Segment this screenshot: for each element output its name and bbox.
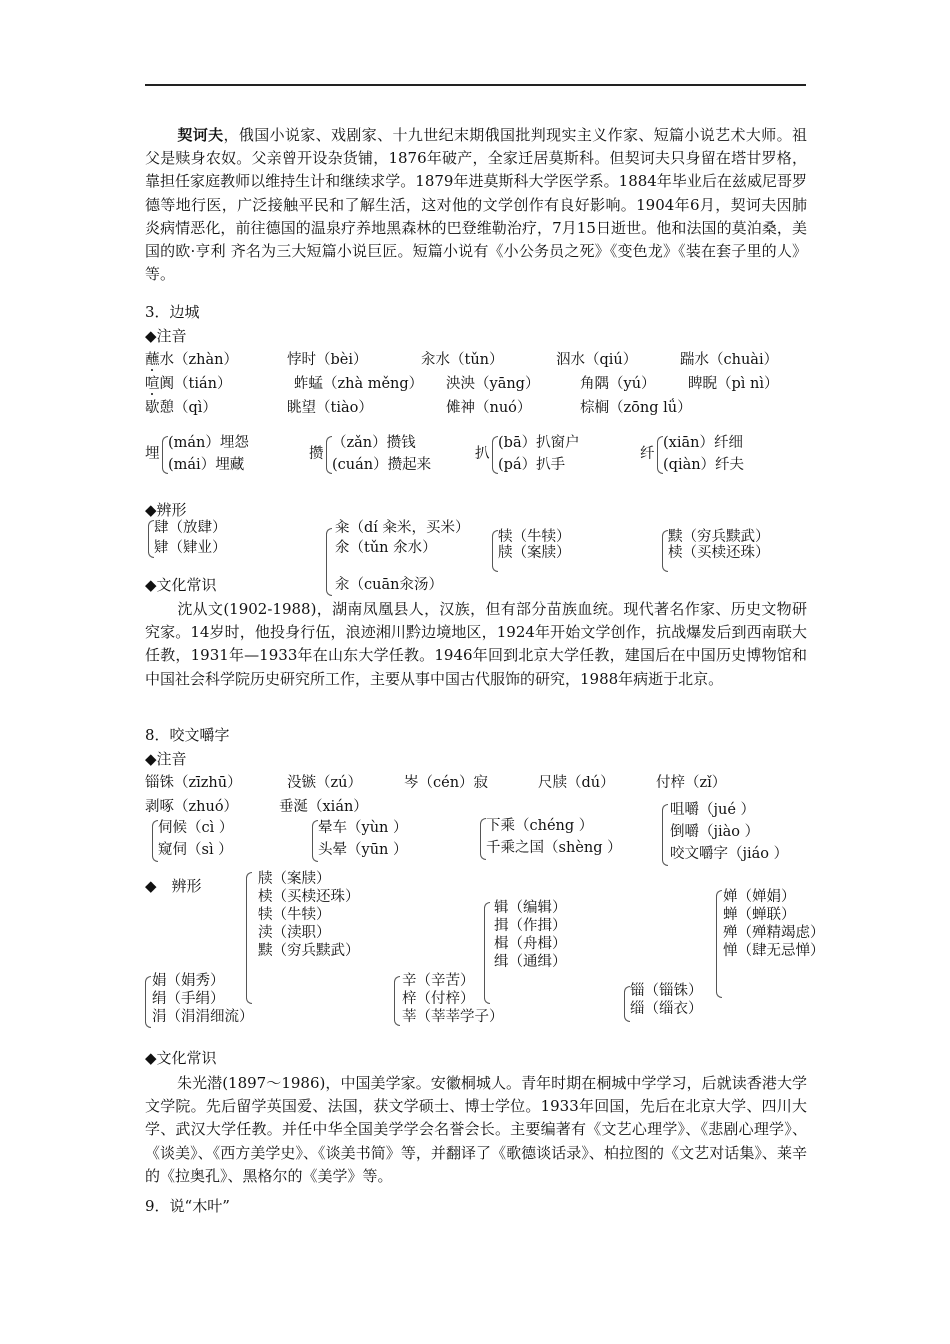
s3-pron-item: 悖时（bèi） xyxy=(287,352,368,368)
s3-pron-item: 角隅（yú） xyxy=(580,376,656,392)
s3-pron-item: 睥睨（pì nì） xyxy=(688,376,779,392)
header-rule xyxy=(145,84,806,86)
s8-poly: 倒嚼（jiào ） xyxy=(670,824,760,840)
shape-item: 犊（牛犊） xyxy=(498,529,571,545)
shape-group: 辛（辛苦） 梓（付梓） 莘（莘莘学子） xyxy=(402,973,504,1025)
s3-pron-item: 泅水（qiú） xyxy=(556,352,638,368)
s8-pron-item: 付梓（zǐ） xyxy=(656,775,727,791)
shape-group: 辑（编辑） 揖（作揖） 楫（舟楫） 缉（通缉） xyxy=(494,900,567,970)
s3-culture-heading: ◆文化常识 xyxy=(145,576,217,594)
poly-char: 攒 xyxy=(309,446,324,462)
s8-poly: 咀嚼（jué ） xyxy=(670,802,756,818)
s8-pron-item: 锱铢（zīzhū） xyxy=(145,775,242,791)
s3-pron-item: 踹水（chuài） xyxy=(680,352,779,368)
s8-shape-heading: ◆ 辨形 xyxy=(145,877,202,895)
section-8-title: 8．咬文嚼字 xyxy=(145,726,230,744)
shape-item: 氽（tǔn 氽水） xyxy=(335,540,437,556)
poly-reading: (xiān）纤细 xyxy=(663,435,743,451)
s3-pron-item: 喧阗（tián） xyxy=(145,376,232,392)
s3-pron-item: 蚱蜢（zhà měng） xyxy=(294,376,424,392)
shape-item: 牍（案牍） xyxy=(498,545,571,561)
s8-poly: 伺候（cì ） xyxy=(158,820,234,836)
s8-culture-heading: ◆文化常识 xyxy=(145,1049,217,1067)
s3-pron-item: 傩神（nuó） xyxy=(446,400,532,416)
s3-pron-item: 蘸水（zhàn） xyxy=(145,352,238,368)
poly-char: 扒 xyxy=(475,446,490,462)
poly-reading: (mái）埋藏 xyxy=(168,457,245,473)
s3-pron-item: 棕榈（zōng lǘ） xyxy=(580,400,692,416)
s3-pron-item: 歇憩（qì） xyxy=(145,400,217,416)
shape-item: 椟（买椟还珠） xyxy=(668,545,770,561)
brace xyxy=(662,804,668,866)
section-3-title: 3．边城 xyxy=(145,303,200,321)
s8-poly: 晕车（yùn ） xyxy=(318,820,408,836)
s8-pron-item: 剥啄（zhuó） xyxy=(145,799,239,815)
s3-pron-item: 汆水（tǔn） xyxy=(421,352,504,368)
shape-item: 汆（cuān汆汤） xyxy=(335,577,443,593)
chekhov-paragraph xyxy=(145,124,807,286)
s8-poly: 头晕（yūn ） xyxy=(318,842,408,858)
chekhov-name: 契诃夫 xyxy=(177,126,224,144)
s8-poly: 窥伺（sì ） xyxy=(158,842,233,858)
shape-group: 婵（婵娟） 蝉（蝉联） 殚（殚精竭虑） 惮（肆无忌惮） xyxy=(723,889,825,959)
poly-char: 埋 xyxy=(145,446,160,462)
s8-pron-heading: ◆注音 xyxy=(145,750,187,768)
s8-pron-item: 没镞（zú） xyxy=(287,775,362,791)
s3-pron-item: 泱泱（yāng） xyxy=(446,376,540,392)
s8-poly: 下乘（chéng ） xyxy=(486,818,594,834)
poly-reading: (qiàn）纤夫 xyxy=(663,457,745,473)
s8-pron-item: 岑（cén）寂 xyxy=(404,775,489,791)
shape-group: 牍（案牍） 椟（买椟还珠） 犊（牛犊） 渎（渎职） 黩（穷兵黩武） xyxy=(258,871,360,959)
shape-item: 籴（dí 籴米，买米） xyxy=(335,520,470,536)
chekhov-text: ，俄国小说家、戏剧家、十九世纪末期俄国批判现实主义作家、短篇小说艺术大师。祖父是赎身农奴。父亲曾开设杂货铺，1876年破产，全家迁居莫斯科。但契诃夫只身留在塔甘罗格，靠担任家庭教师以维持生计和继续求学。1879年进莫斯科大学医学系。1884年毕业后在兹威尼哥罗德等地行医，广泛接触平民和了解生活，这对他的文学创作有良好影响。1904年6月，契诃夫因肺炎病情恶化，前往德国的温泉疗养地黑森林的巴登维勒治疗，7月15日逝世。他和法国的莫泊桑，美国的欧·亨利 齐名为三大短篇小说巨匠。短篇小说有《小公务员之死》《变色龙》《装在套子里的人》等。 xyxy=(145,126,807,284)
shape-item: 肄（肄业） xyxy=(154,540,227,556)
shape-group: 锱（锱铢） 缁（缁衣） xyxy=(630,983,703,1017)
poly-reading: (pá）扒手 xyxy=(498,457,566,473)
s8-poly: 千乘之国（shèng ） xyxy=(486,840,622,856)
poly-reading: (cuán）攒起来 xyxy=(332,457,432,473)
shape-item: 肆（放肆） xyxy=(154,520,227,536)
poly-reading: (mán）埋怨 xyxy=(168,435,249,451)
zhu-paragraph: 朱光潜(1897～1986)，中国美学家。安徽桐城人。青年时期在桐城中学学习，后就读香港大学文学院。先后留学英国爱、法国，获文学硕士、博士学位。1933年回国，先后在北京大学、四川大学、武汉大学任教。并任中华全国美学学会名誉会长。主要编著有《文艺心理学》、《悲剧心理学》、《谈美》、《西方美学史》、《谈美书简》等，并翻译了《歌德谈话录》、柏拉图的《文艺对话集》、莱辛的《拉奥孔》、黑格尔的《美学》等。 xyxy=(145,1074,807,1185)
brace xyxy=(394,976,400,1026)
s8-pron-item: 垂涎（xián） xyxy=(279,799,368,815)
s8-poly: 咬文嚼字（jiáo ） xyxy=(670,846,789,862)
shen-paragraph: 沈从文(1902-1988)，湖南凤凰县人，汉族，但有部分苗族血统。现代著名作家、历史文物研究家。14岁时，他投身行伍，浪迹湘川黔边境地区，1924年开始文学创作，抗战爆发后到西南联大任教，1931年—1933年在山东大学任教。1946年回到北京大学任教，建国后在中国历史博物馆和中国社会科学院历史研究所工作，主要从事中国古代服饰的研究，1988年病逝于北京。 xyxy=(145,600,807,688)
poly-reading: （zǎn）攒钱 xyxy=(332,435,416,451)
s3-shape-heading: ◆辨形 xyxy=(145,501,187,519)
shape-item: 黩（穷兵黩武） xyxy=(668,529,770,545)
s3-pron-heading: ◆注音 xyxy=(145,327,187,345)
s3-pron-item: 眺望（tiào） xyxy=(287,400,373,416)
brace xyxy=(716,890,722,998)
poly-char: 纤 xyxy=(640,446,655,462)
brace xyxy=(326,528,332,596)
section-9-title: 9．说“木叶” xyxy=(145,1197,230,1215)
shape-group: 娟（娟秀） 绢（手绢） 涓（涓涓细流） xyxy=(152,973,254,1025)
s8-pron-item: 尺牍（dú） xyxy=(538,775,615,791)
brace xyxy=(145,976,151,1028)
poly-reading: (bā）扒窗户 xyxy=(498,435,580,451)
